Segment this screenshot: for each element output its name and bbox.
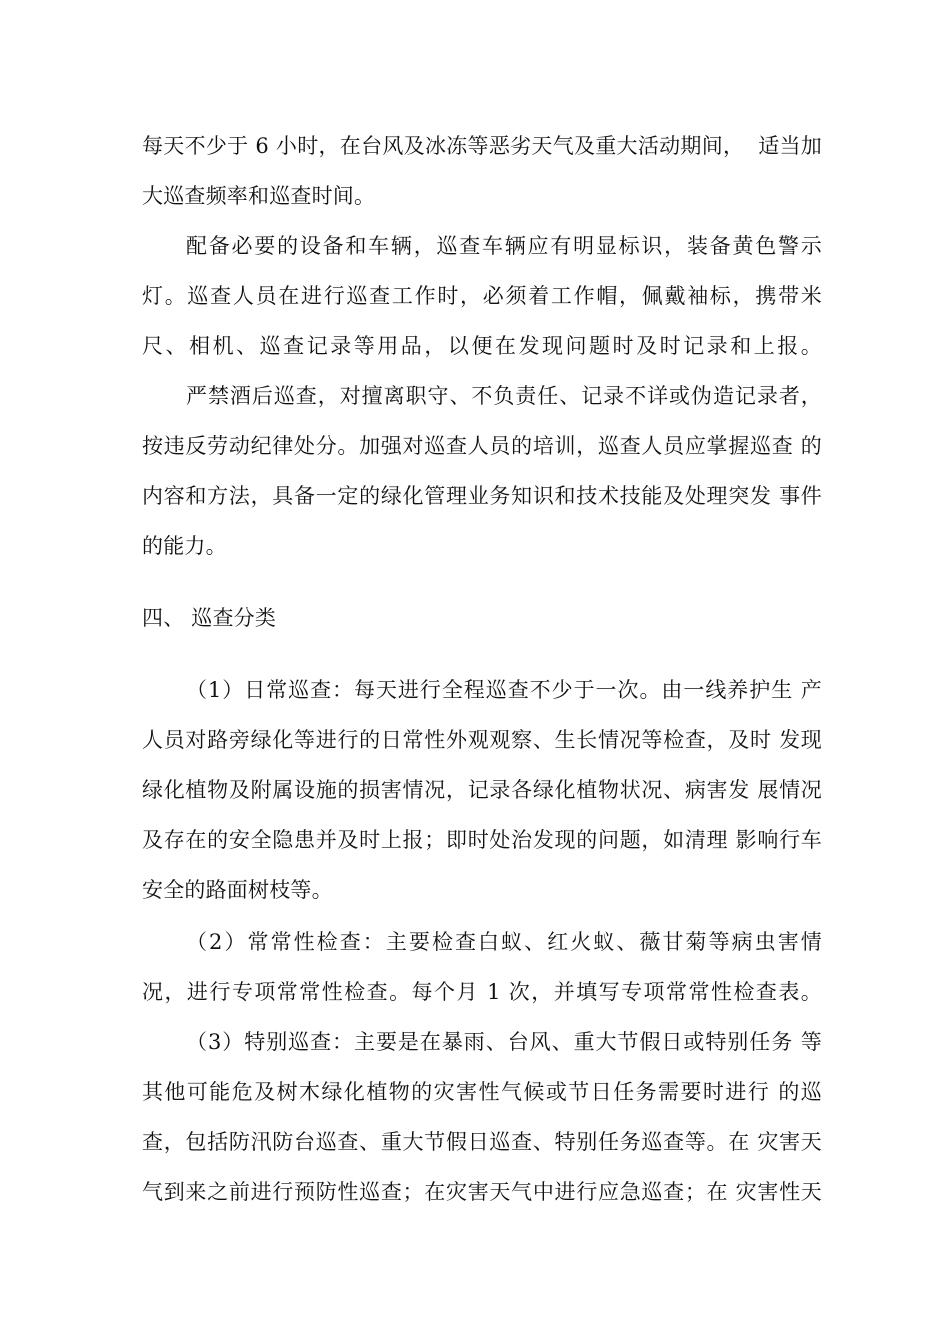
section-heading: 四、 巡查分类 xyxy=(142,606,277,630)
paragraph-line: 气到来之前进行预防性巡查；在灾害天气中进行应急巡查；在 灾害性天 xyxy=(142,1180,822,1204)
paragraph-line: 配备必要的设备和车辆，巡查车辆应有明显标识，装备黄色警示 xyxy=(186,234,822,258)
paragraph-line: （3）特别巡查：主要是在暴雨、台风、重大节假日或特别任务 等 xyxy=(186,1030,822,1054)
paragraph-line: （1）日常巡查：每天进行全程巡查不少于一次。由一线养护生 产 xyxy=(186,678,822,702)
paragraph-line: 内容和方法，具备一定的绿化管理业务知识和技术技能及处理突发 事件 xyxy=(142,484,822,508)
paragraph-line: 大巡查频率和巡查时间。 xyxy=(142,184,376,208)
paragraph-line: 其他可能危及树木绿化植物的灾害性气候或节日任务需要时进行 的巡 xyxy=(142,1080,822,1104)
paragraph-line: 况，进行专项常常性检查。每个月 1 次，并填写专项常常性检查表。 xyxy=(142,980,822,1004)
paragraph-line: 每天不少于 6 小时，在台风及冰冻等恶劣天气及重大活动期间， 适当加 xyxy=(142,134,822,158)
paragraph-line: 人员对路旁绿化等进行的日常性外观观察、生长情况等检查，及时 发现 xyxy=(142,728,822,752)
paragraph-line: 的能力。 xyxy=(142,534,227,558)
paragraph-line: 尺、相机、巡查记录等用品，以便在发现问题时及时记录和上报。 xyxy=(142,334,822,358)
paragraph-line: 安全的路面树枝等。 xyxy=(142,878,333,902)
paragraph-line: 查，包括防汛防台巡查、重大节假日巡查、特别任务巡查等。在 灾害天 xyxy=(142,1130,822,1154)
paragraph-line: 严禁酒后巡查，对擅离职守、不负责任、记录不详或伪造记录者， xyxy=(186,384,822,408)
paragraph-line: （2）常常性检查：主要检查白蚁、红火蚁、薇甘菊等病虫害情 xyxy=(186,930,822,954)
paragraph-line: 按违反劳动纪律处分。加强对巡查人员的培训，巡查人员应掌握巡查 的 xyxy=(142,434,822,458)
paragraph-line: 灯。巡查人员在进行巡查工作时，必须着工作帽，佩戴袖标，携带米 xyxy=(142,284,822,308)
paragraph-line: 及存在的安全隐患并及时上报；即时处治发现的问题，如清理 影响行车 xyxy=(142,828,822,852)
paragraph-line: 绿化植物及附属设施的损害情况，记录各绿化植物状况、病害发 展情况 xyxy=(142,778,822,802)
